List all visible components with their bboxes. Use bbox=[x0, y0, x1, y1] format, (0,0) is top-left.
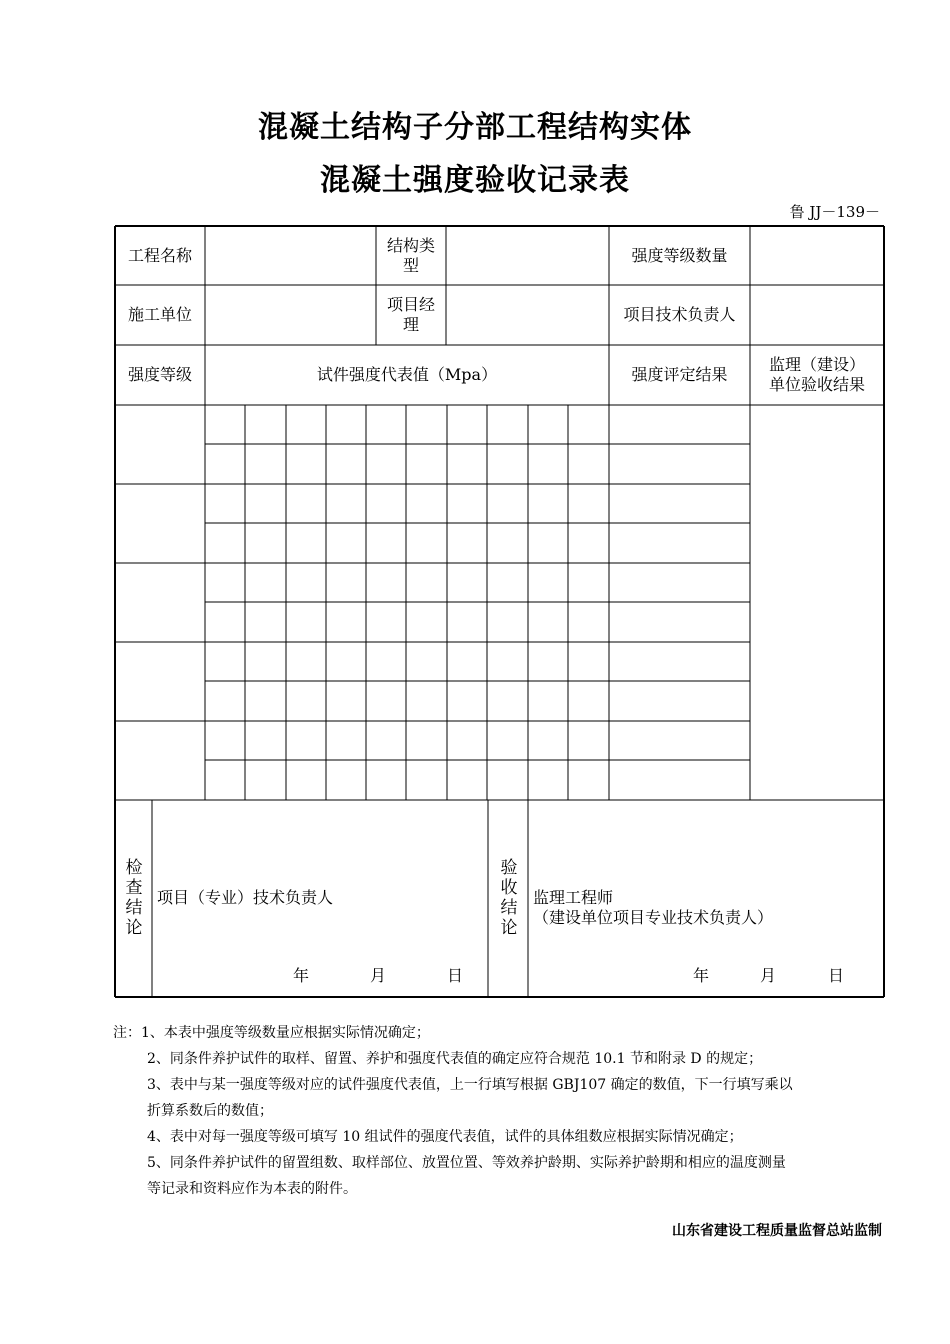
note-5-cont: 等记录和资料应作为本表的附件。 bbox=[147, 1181, 357, 1197]
note-1: 注：1、本表中强度等级数量应根据实际情况确定； bbox=[113, 1025, 430, 1041]
check-conclusion-label: 检查结论 bbox=[125, 858, 143, 938]
note-3: 3、表中与某一强度等级对应的试件强度代表值，上一行填写根据 GBJ107 确定的数值，下一行填写乘以 bbox=[147, 1077, 793, 1093]
note-5: 5、同条件养护试件的留置组数、取样部位、放置位置、等效养护龄期、实际养护龄期和相应的温度测量 bbox=[147, 1155, 786, 1171]
form-title-line2: 混凝土强度验收记录表 bbox=[320, 163, 630, 198]
label-specimen-values: 试件强度代表值（Mpa） bbox=[316, 365, 498, 384]
accept-signer-line2: （建设单位项目专业技术负责人） bbox=[533, 908, 774, 927]
label-construction-unit: 施工单位 bbox=[127, 305, 192, 324]
accept-signer-line1: 监理工程师 bbox=[533, 888, 614, 907]
strength-grade-count-value[interactable] bbox=[750, 226, 884, 285]
label-evaluation-result: 强度评定结果 bbox=[631, 365, 728, 384]
accept-year: 年 bbox=[693, 966, 710, 985]
accept-month: 月 bbox=[760, 966, 777, 985]
label-structure-type: 结构类型 bbox=[386, 235, 435, 275]
check-day: 日 bbox=[447, 966, 464, 985]
note-3-cont: 折算系数后的数值； bbox=[147, 1103, 273, 1119]
label-project-tech-lead: 项目技术负责人 bbox=[623, 305, 736, 324]
label-project-manager: 项目经理 bbox=[386, 295, 435, 334]
construction-unit-value[interactable] bbox=[205, 285, 376, 345]
supervision-result-line2: 单位验收结果 bbox=[768, 375, 865, 394]
label-project-name: 工程名称 bbox=[127, 245, 192, 265]
note-2: 2、同条件养护试件的取样、留置、养护和强度代表值的确定应符合规范 10.1 节和附录 D 的规定； bbox=[147, 1051, 763, 1067]
accept-conclusion-label: 验收结论 bbox=[500, 858, 518, 938]
project-name-value[interactable] bbox=[205, 226, 376, 285]
label-supervision-result bbox=[750, 345, 884, 405]
check-year: 年 bbox=[293, 966, 310, 985]
form-code: 鲁 JJ－139－ bbox=[789, 203, 880, 221]
label-strength-grade-count: 强度等级数量 bbox=[631, 245, 728, 265]
footer-issuer: 山东省建设工程质量监督总站监制 bbox=[672, 1223, 882, 1239]
accept-day: 日 bbox=[828, 966, 845, 985]
check-month: 月 bbox=[370, 966, 387, 985]
note-4: 4、表中对每一强度等级可填写 10 组试件的强度代表值，试件的具体组数应根据实际情况确定； bbox=[147, 1129, 743, 1145]
supervision-result-line1: 监理（建设） bbox=[768, 355, 865, 374]
structure-type-value[interactable] bbox=[446, 226, 609, 285]
label-strength-grade: 强度等级 bbox=[127, 365, 192, 384]
form-title-line1: 混凝土结构子分部工程结构实体 bbox=[258, 110, 692, 145]
project-tech-lead-value[interactable] bbox=[750, 285, 884, 345]
project-manager-value[interactable] bbox=[446, 285, 609, 345]
notes bbox=[113, 1020, 893, 1202]
check-signer-label: 项目（专业）技术负责人 bbox=[157, 888, 334, 907]
